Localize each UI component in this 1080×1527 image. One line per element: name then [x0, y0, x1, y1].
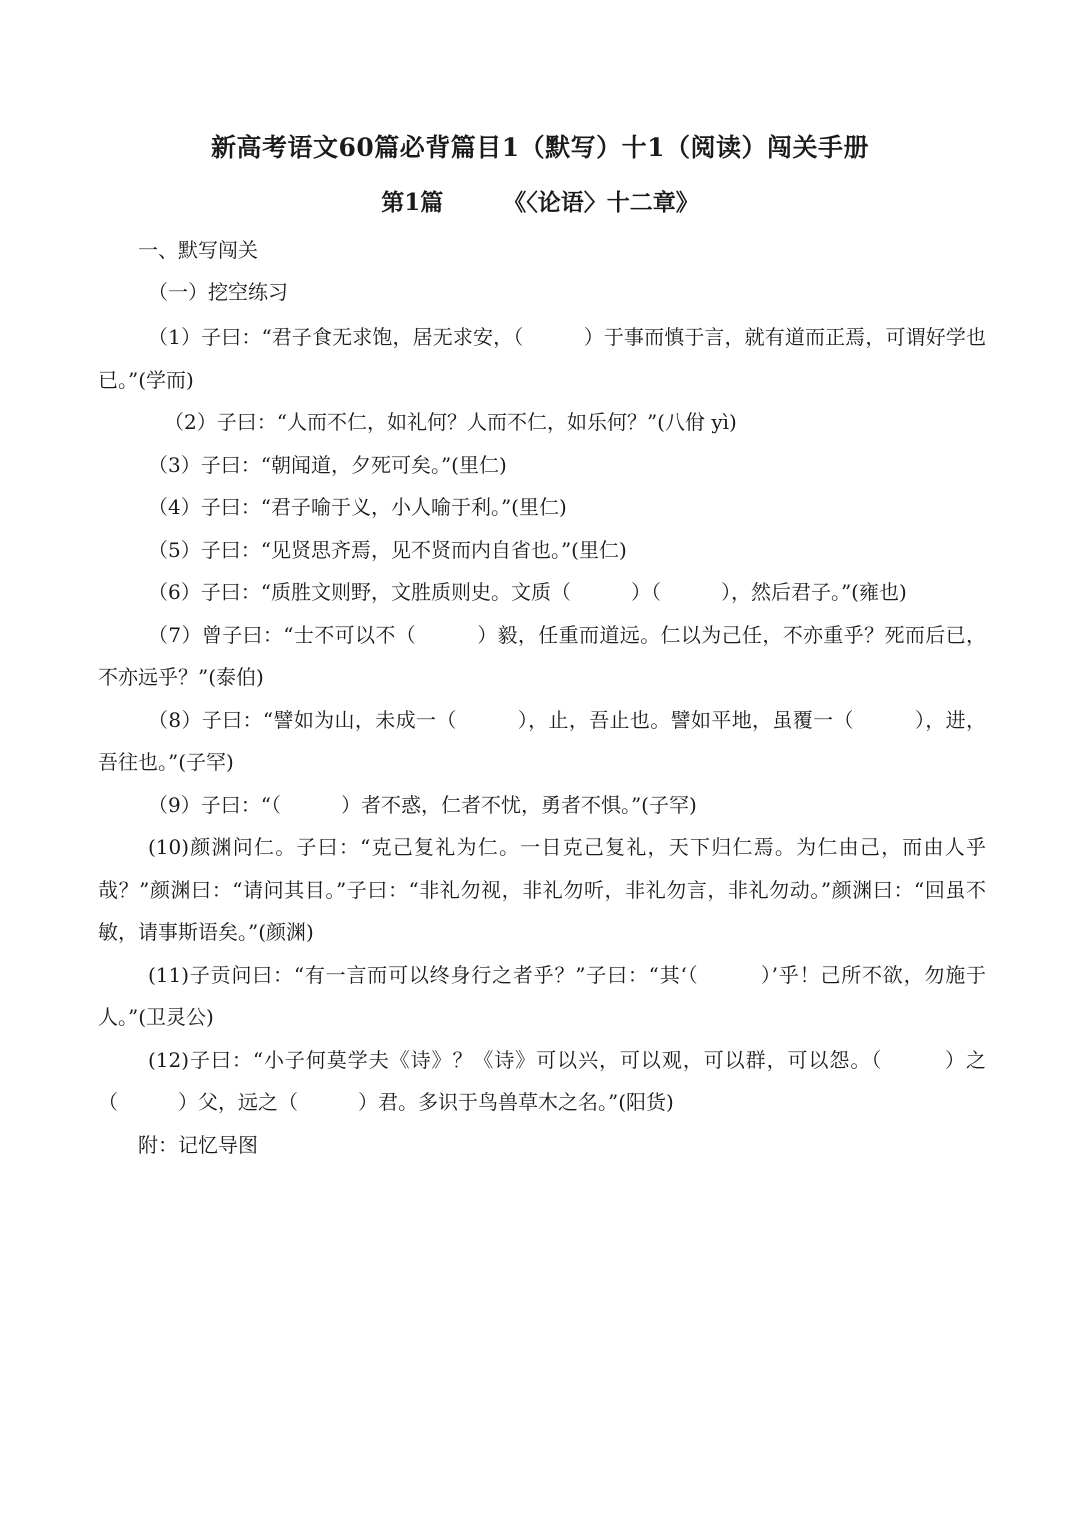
- exercise-item-9: （9）子曰：“（ ）者不惑，仁者不忧，勇者不惧。”(子罕): [148, 792, 697, 817]
- exercise-list: [98, 316, 986, 1166]
- exercise-item-11: (11)子贡问曰：“有一言而可以终身行之者乎？”子曰：“其‘（ ）’乎！己所不欲，勿施于人。”(卫灵公): [98, 962, 986, 1029]
- chapter-name: 《〈论语〉十二章》: [503, 189, 699, 216]
- exercise-item-5: （5）子曰：“见贤思齐焉，见不贤而内自省也。”(里仁): [148, 537, 627, 562]
- attachment-note: 附：记忆导图: [138, 1132, 258, 1157]
- exercise-item-4: （4）子曰：“君子喻于义，小人喻于利。”(里仁): [148, 495, 567, 519]
- exercise-item-6: （6）子曰：“质胜文则野，文胜质则史。文质（ ）（ ），然后君子。”(雍也): [148, 580, 907, 604]
- exercise-item-3: （3）子曰：“朝闻道，夕死可矣。”(里仁): [148, 452, 507, 477]
- exercise-item-12: (12)子曰：“小子何莫学夫《诗》？《诗》可以兴，可以观，可以群，可以怨。（ ）之（ ）父，远之（ ）君。多识于鸟兽草木之名。”(阳货): [98, 1047, 986, 1114]
- subsection-heading: （一）挖空练习: [148, 280, 288, 304]
- exercise-item-7: （7）曾子曰：“士不可以不（ ）毅，任重而道远。仁以为己任，不亦重乎？死而后已，不亦远乎？”(泰伯): [98, 622, 986, 689]
- exercise-item-2: （2）子曰：“人而不仁，如礼何？人而不仁，如乐何？”(八佾 yì): [164, 410, 737, 434]
- document-title: 新高考语文60篇必背篇目1（默写）十1（阅读）闯关手册: [210, 133, 870, 162]
- chapter-heading: [0, 184, 1080, 217]
- section-heading: 一、默写闯关: [138, 238, 258, 262]
- exercise-item-8: （8）子曰：“譬如为山，未成一（ ），止，吾止也。譬如平地，虽覆一（ ），进，吾往也。”(子罕): [98, 707, 986, 774]
- exercise-item-10: (10)颜渊问仁。子曰：“克己复礼为仁。一日克己复礼，天下归仁焉。为仁由己，而由人乎哉？”颜渊曰：“请问其目。”子曰：“非礼勿视，非礼勿听，非礼勿言，非礼勿动。”颜渊曰：“回虽不敏，请事斯语矣。”(颜渊): [98, 835, 986, 944]
- chapter-number: 第1篇: [381, 189, 444, 216]
- exercise-item-1: （1）子曰：“君子食无求饱，居无求安，（ ）于事而慎于言，就有道而正焉，可谓好学也已。”(学而): [98, 325, 986, 392]
